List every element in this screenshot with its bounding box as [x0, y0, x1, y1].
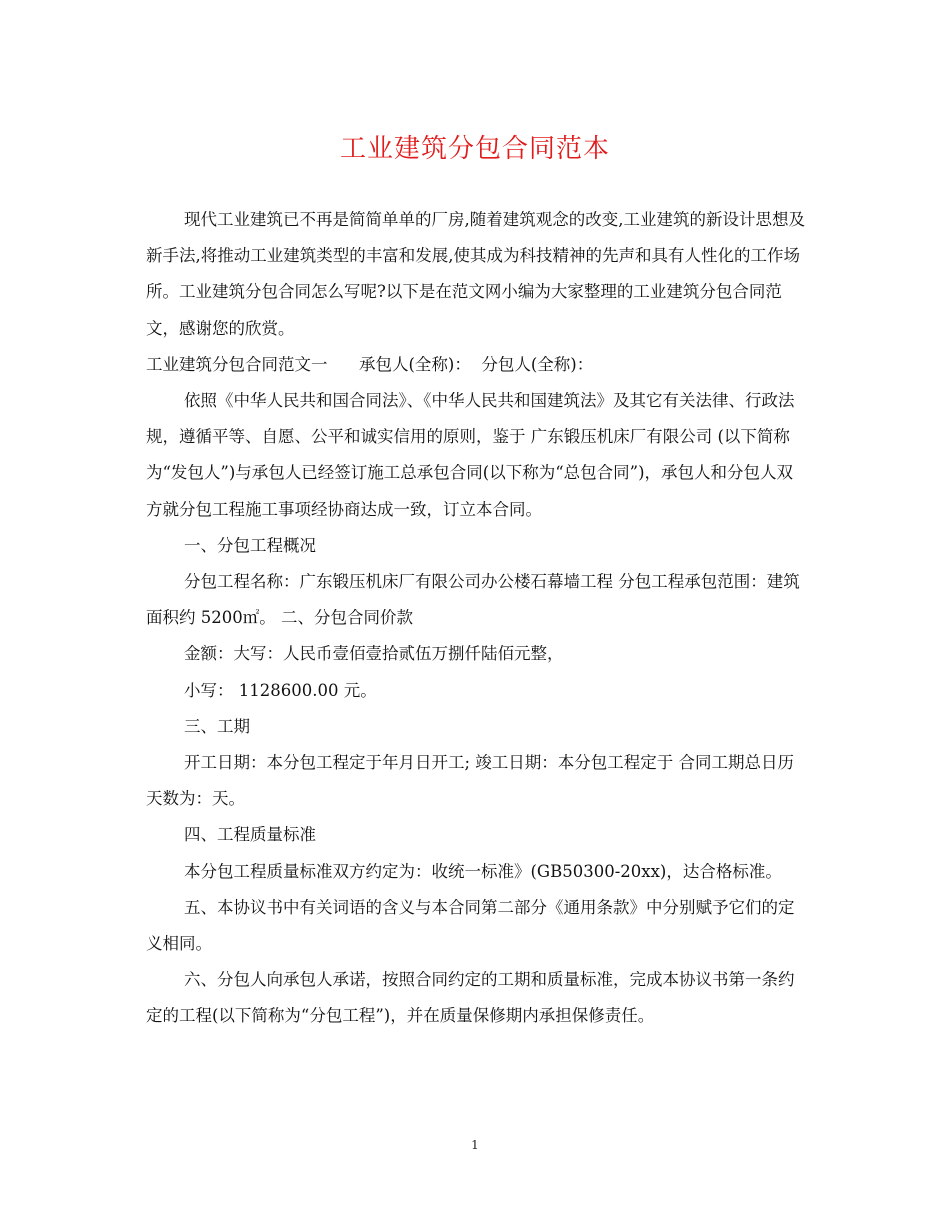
paragraph-amount-uppercase: 金额：大写：人民币壹佰壹拾贰伍万捌仟陆佰元整， [184, 644, 564, 664]
paragraph-schedule: 开工日期：本分包工程定于年月日开工; 竣工日期：本分包工程定于 合同工期总日历天数为：天。 [146, 753, 795, 809]
paragraph-quality: 本分包工程质量标准双方约定为：收统一标准》(GB50300-20xx)，达合格标准。 [184, 861, 782, 881]
paragraph-intro: 现代工业建筑已不再是简简单单的厂房,随着建筑观念的改变,工业建筑的新设计思想及新手法,将推动工业建筑类型的丰富和发展,使其成为科技精神的先声和具有人性化的工作场所。工业建筑分包合同怎么写呢?以下是在范文网小编为大家整理的工业建筑分包合同范文，感谢您的欣赏。 [146, 210, 805, 338]
paragraph-definitions: 五、本协议书中有关词语的含义与本合同第二部分《通用条款》中分别赋予它们的定义相同。 [146, 897, 795, 954]
paragraph-parties: 工业建筑分包合同范文一 承包人(全称)： 分包人(全称)： [146, 354, 594, 374]
paragraph-commitment: 六、分包人向承包人承诺，按照合同约定的工期和质量标准，完成本协议书第一条约定的工程(以下简称为“分包工程”)，并在质量保修期内承担保修责任。 [146, 970, 795, 1026]
paragraph-amount-numeric: 小写： 1128600.00 元。 [184, 680, 377, 700]
page-number: 1 [471, 1138, 479, 1152]
paragraph-project-name: 分包工程名称：广东锻压机床厂有限公司办公楼石幕墙工程 分包工程承包范围：建筑面积约 5200㎡。 二、分包合同价款 [146, 572, 800, 628]
section-heading-schedule: 三、工期 [184, 716, 250, 736]
paragraph-basis: 依照《中华人民共和国合同法》、《中华人民共和国建筑法》及其它有关法律、行政法规，遵循平等、自愿、公平和诚实信用的原则，鉴于 广东锻压机床厂有限公司 (以下简称为“发包人”)与承包人已经签订施工总承包合同(以下称为“总包合同”)，承包人和分包人双方就分包工程施工事项经协商达成一致，订立本合同。 [146, 391, 795, 519]
section-heading-quality: 四、工程质量标准 [184, 825, 316, 845]
section-heading-overview: 一、分包工程概况 [184, 535, 316, 555]
document-title: 工业建筑分包合同范本 [339, 134, 610, 164]
document-body [146, 202, 806, 1035]
